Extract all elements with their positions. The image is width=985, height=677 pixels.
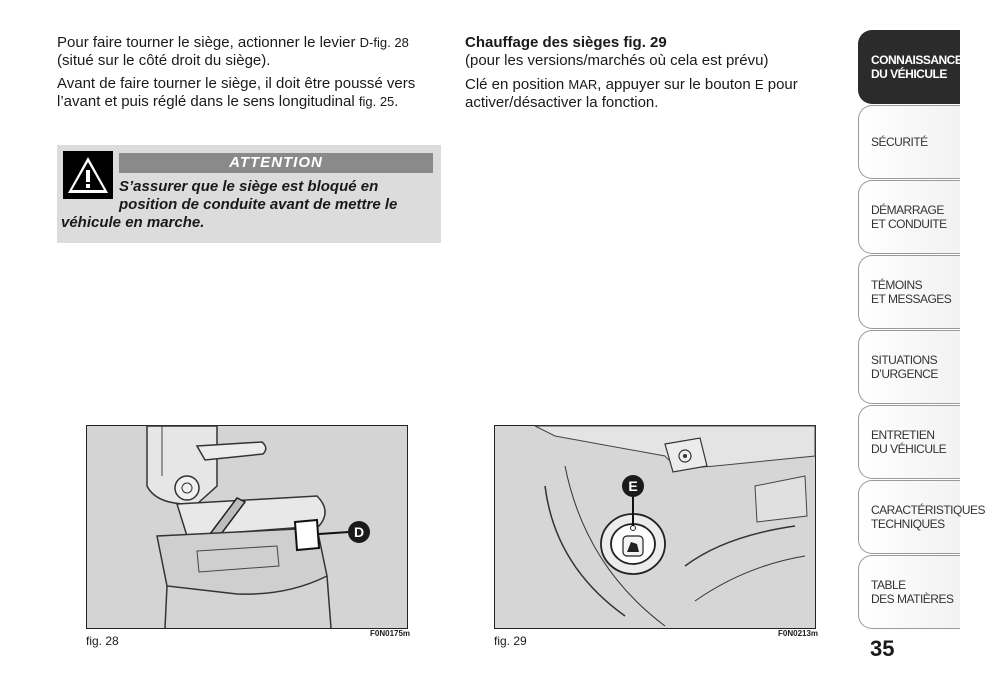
versions-note: (pour les versions/marchés où cela est prévu) (465, 52, 769, 69)
tab-label: DÉMARRAGE ET CONDUITE (871, 203, 947, 231)
tab-table-des-matieres[interactable] (858, 555, 960, 629)
paragraph-before-rotate (57, 75, 442, 111)
tab-securite[interactable] (858, 105, 960, 179)
paragraph-rotate-seat (57, 34, 442, 70)
tab-label: ENTRETIEN DU VÉHICULE (871, 428, 947, 456)
figure-reference: fig. 25 (358, 94, 395, 109)
tab-label: TABLE DES MATIÈRES (871, 578, 954, 606)
tab-demarrage-et-conduite[interactable] (858, 180, 960, 254)
figure-caption: fig. 28 (86, 634, 119, 648)
warning-line: S’assurer que le siège est bloqué en (119, 178, 379, 195)
page-number: 35 (870, 636, 895, 661)
paragraph-text: Clé en position (465, 76, 569, 93)
tab-caracteristiques-techniques[interactable] (858, 480, 985, 554)
paragraph-text: Pour faire tourner le siège, actionner le levier (57, 34, 360, 51)
paragraph-heating (465, 76, 825, 112)
figure-28-seat-lever (86, 425, 408, 629)
paragraph-text: , appuyer sur le bouton (597, 76, 755, 93)
warning-line: position de conduite avant de mettre le (119, 196, 398, 213)
figure-code: F0N0175m (370, 629, 411, 638)
paragraph-text: . (394, 93, 399, 110)
section-heading: Chauffage des sièges fig. 29 (465, 34, 667, 51)
warning-text (61, 178, 433, 232)
tab-label: CONNAISSANCE DU VÉHICULE (871, 53, 963, 81)
warning-line: véhicule en marche. (61, 214, 205, 231)
tab-label: TÉMOINS ET MESSAGES (871, 278, 952, 306)
paragraph-text: Avant de faire tourner le siège, il doit être poussé vers l’avant et puis réglé dans le sens longitudinal (57, 75, 416, 110)
callout-e: E (628, 478, 638, 494)
tab-label: CARACTÉRISTIQUES TECHNIQUES (871, 503, 985, 531)
warning-header: ATTENTION (119, 153, 433, 173)
tab-entretien-du-vehicule[interactable] (858, 405, 960, 479)
button-reference: E (754, 77, 764, 92)
warning-box (57, 145, 441, 243)
tab-connaissance-du-vehicule[interactable] (858, 30, 963, 104)
callout-d: D (353, 524, 365, 540)
figure-code: F0N0213m (778, 629, 819, 638)
figure-reference: D-fig. 28 (359, 35, 409, 50)
paragraph-text: pour activer/désactiver la fonction. (465, 76, 798, 111)
tab-label: SÉCURITÉ (871, 135, 928, 149)
tab-situations-d-urgence[interactable] (858, 330, 960, 404)
figure-29-seat-heating (494, 425, 816, 629)
tab-temoins-et-messages[interactable] (858, 255, 960, 329)
figure-caption: fig. 29 (494, 634, 527, 648)
paragraph-text: (situé sur le côté droit du siège). (57, 52, 271, 69)
key-position: MAR (568, 77, 598, 92)
tab-label: SITUATIONS D’URGENCE (871, 353, 938, 381)
